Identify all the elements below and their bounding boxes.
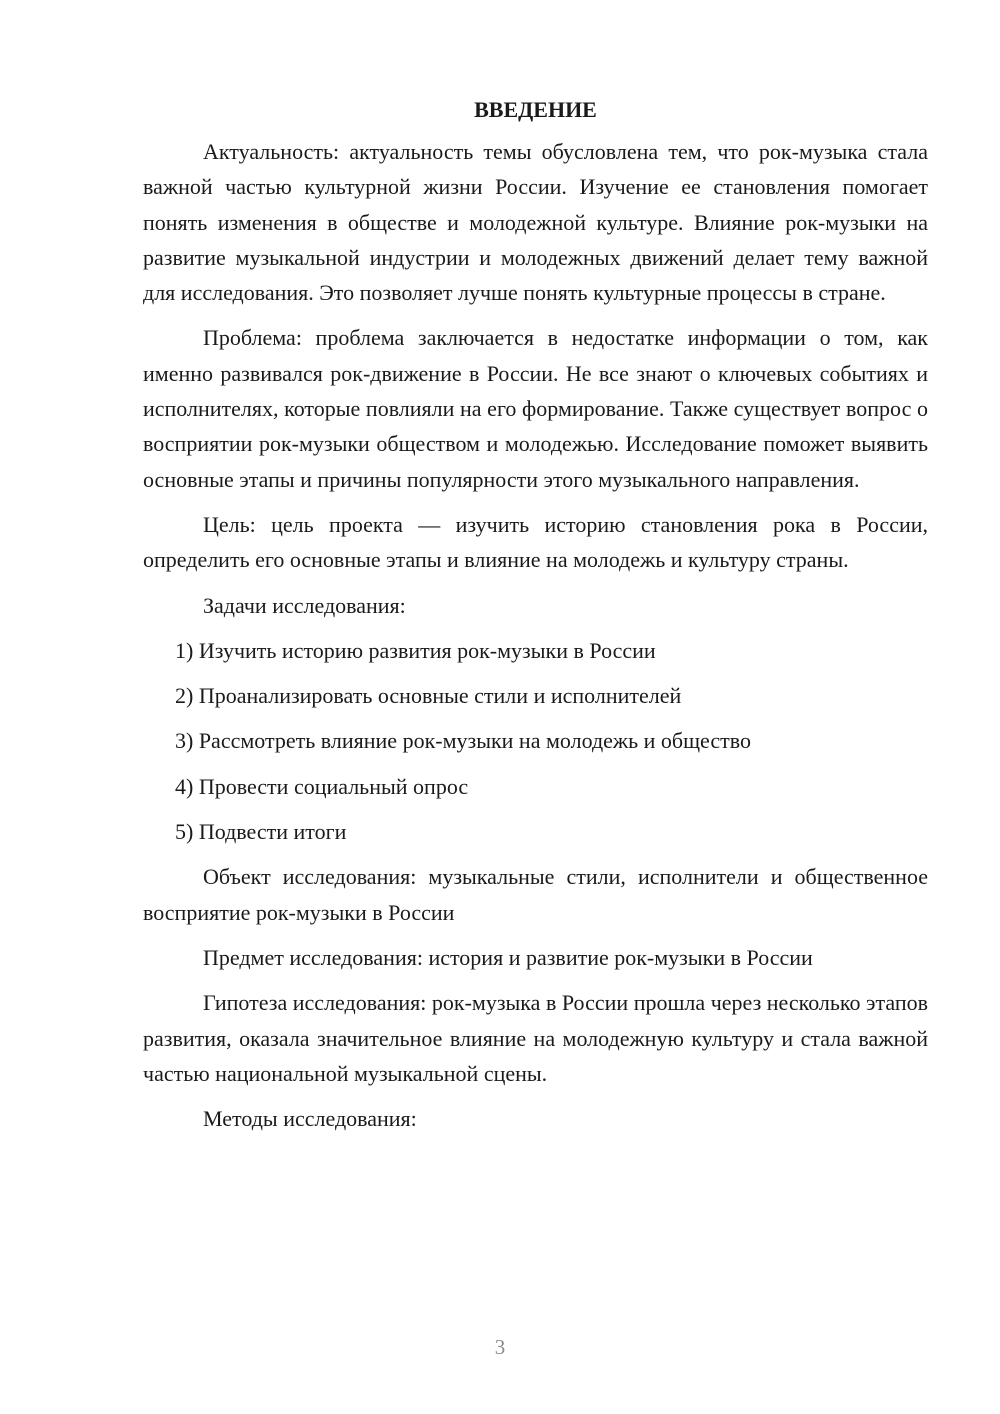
document-page [143,95,928,1146]
hypothesis-paragraph: Гипотеза исследования: рок-музыка в России прошла через несколько этапов развития, оказала значительное влияние на молодежную культуру и стала важной частью национальной музыкальной сцены. [143,990,928,1086]
tasks-list [143,633,928,849]
goal-paragraph: Цель: цель проекта — изучить историю становления рока в России, определить его основные этапы и влияние на молодежь и культуру страны. [143,511,928,573]
tasks-heading: Задачи исследования: [203,592,406,618]
problem-paragraph: Проблема: проблема заключается в недостатке информации о том, как именно развивался рок-движение в России. Не все знают о ключевых событиях и исполнителях, которые повлияли на его формирование. Также существует вопрос о восприятии рок-музыки обществом и молодежью. Исследование поможет выявить основные этапы и причины популярности этого музыкального направления. [143,325,928,492]
list-item: 4) Провести социальный опрос [175,773,469,799]
page-title: ВВЕДЕНИЕ [474,97,597,122]
subject-paragraph: Предмет исследования: история и развитие рок-музыки в России [203,944,813,970]
object-paragraph: Объект исследования: музыкальные стили, исполнители и общественное восприятие рок-музыки в России [143,864,928,925]
relevance-paragraph: Актуальность: актуальность темы обусловлена тем, что рок-музыка стала важной частью культурной жизни России. Изучение ее становления помогает понять изменения в обществе и молодежной культуре. Влияние рок-музыки на развитие музыкальной индустрии и молодежных движений делает тему важной для исследования. Это позволяет лучше понять культурные процессы в стране. [143,139,928,306]
list-item: 2) Проанализировать основные стили и исполнителей [175,683,682,709]
methods-heading: Методы исследования: [203,1106,417,1132]
list-item: 3) Рассмотреть влияние рок-музыки на молодежь и общество [175,728,751,754]
list-item: 1) Изучить историю развития рок-музыки в России [175,637,656,663]
list-item: 5) Подвести итоги [175,819,347,845]
page-number: 3 [494,1335,506,1359]
